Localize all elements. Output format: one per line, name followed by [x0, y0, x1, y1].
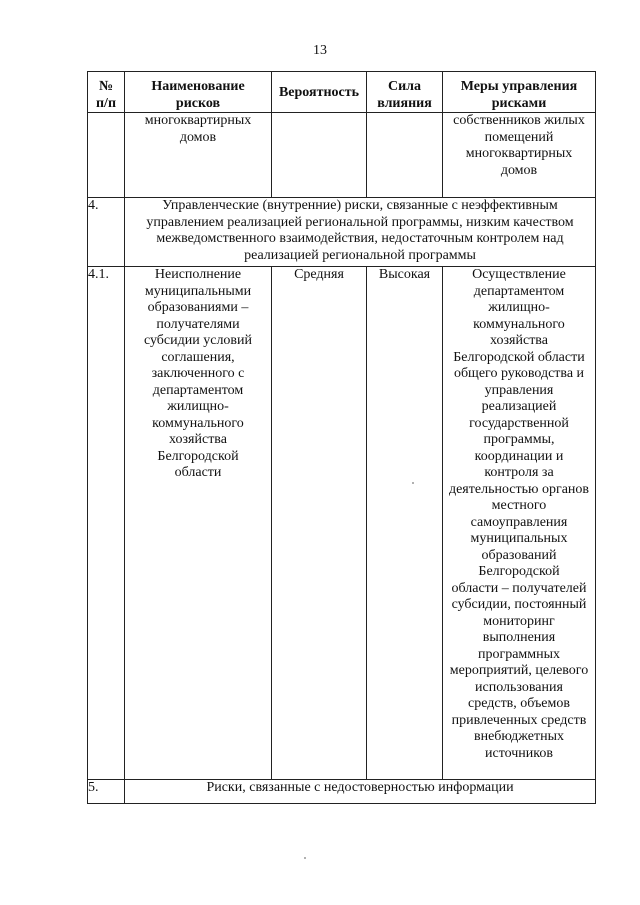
header-name: Наименование рисков	[125, 72, 272, 113]
scan-speck	[412, 482, 414, 484]
header-influence: Сила влияния	[367, 72, 443, 113]
cell-measures: собственников жилых помещений многоквартирных домов	[443, 113, 596, 198]
cell-num: 4.1.	[88, 267, 125, 780]
cell-measures: Осуществление департаментом жилищно- коммунального хозяйства Белгородской области общего руководства и управления реализацией государственной программы, координации и контроля за деятельностью органов местного самоуправления муниципальных образований Белгородской области – получателей субсидии, постоянный мониторинг выполнения программных мероприятий, целевого использования средств, объемов привлеченных средств внебюджетных источников	[443, 267, 596, 780]
cell-probability: Средняя	[272, 267, 367, 780]
table-row-continued	[88, 113, 596, 198]
scan-speck	[304, 857, 306, 859]
table-row-4-1	[88, 267, 596, 780]
header-num: № п/п	[88, 72, 125, 113]
cell-name: Неисполнение муниципальными образованиями – получателями субсидии условий соглашения, заключенного с департаментом жилищно- коммунального хозяйства Белгородской области	[125, 267, 272, 780]
header-probability: Вероятность	[272, 72, 367, 113]
section-title: Управленческие (внутренние) риски, связанные с неэффективным управлением реализацией региональной программы, низким качеством межведомственного взаимодействия, недостаточным контролем над реализацией региональной программы	[125, 198, 596, 267]
cell-num: 4.	[88, 198, 125, 267]
section-title: Риски, связанные с недостоверностью информации	[125, 780, 596, 804]
table-row-section-5	[88, 780, 596, 804]
header-measures: Меры управления рисками	[443, 72, 596, 113]
page-number: 13	[313, 43, 327, 58]
cell-influence	[367, 113, 443, 198]
table-row-section-4	[88, 198, 596, 267]
risk-table	[87, 71, 596, 804]
cell-influence: Высокая	[367, 267, 443, 780]
cell-num	[88, 113, 125, 198]
cell-num: 5.	[88, 780, 125, 804]
table-header-row	[88, 72, 596, 113]
cell-probability	[272, 113, 367, 198]
cell-name: многоквартирных домов	[125, 113, 272, 198]
